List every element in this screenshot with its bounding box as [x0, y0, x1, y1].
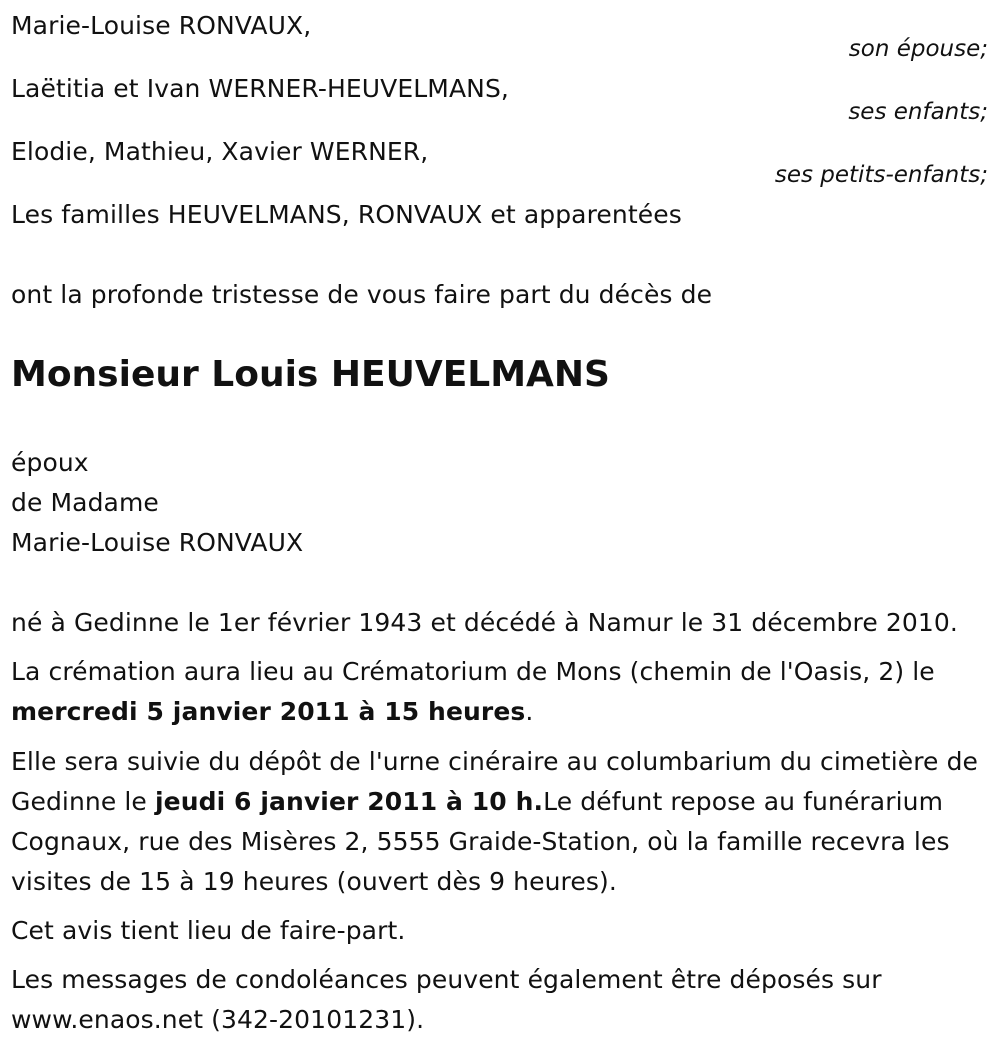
cremation-paragraph — [11, 652, 996, 732]
deceased-name: Monsieur Louis HEUVELMANS — [11, 354, 610, 395]
family-spouse-role: son épouse; — [848, 36, 988, 62]
family-relatives: Les familles HEUVELMANS, RONVAUX et apparentées — [11, 200, 682, 229]
urn-text-before: Elle sera suivie du dépôt de l'urne cinéraire au columbarium du cimetière de Gedinne le — [11, 747, 979, 816]
spouse-line-1: époux — [11, 448, 89, 477]
spouse-line-2: de Madame — [11, 488, 159, 517]
urn-paragraph — [11, 742, 996, 902]
notice-text: Cet avis tient lieu de faire-part. — [11, 916, 406, 945]
urn-text-after: Le défunt repose au funérarium Cognaux, rue des Misères 2, 5555 Graide-Station, où la famille recevra les visites de 15 à 19 heures (ouvert dès 9 heures). — [11, 787, 950, 896]
cremation-end: . — [525, 697, 534, 726]
family-grandchildren-names: Elodie, Mathieu, Xavier WERNER, — [11, 137, 429, 166]
family-children-names: Laëtitia et Ivan WERNER-HEUVELMANS, — [11, 74, 509, 103]
announcement-text: ont la profonde tristesse de vous faire part du décès de — [11, 280, 713, 309]
cremation-date: mercredi 5 janvier 2011 à 15 heures — [11, 697, 526, 726]
family-children-role: ses enfants; — [848, 99, 988, 125]
birth-death-text: né à Gedinne le 1er février 1943 et décédé à Namur le 31 décembre 2010. — [11, 608, 958, 637]
condolences-text: Les messages de condoléances peuvent également être déposés sur www.enaos.net (342-20101231). — [11, 965, 882, 1034]
spouse-line-3: Marie-Louise RONVAUX — [11, 528, 304, 557]
cremation-text: La crémation aura lieu au Crématorium de Mons (chemin de l'Oasis, 2) le — [11, 657, 935, 686]
family-spouse-name: Marie-Louise RONVAUX, — [11, 11, 312, 40]
urn-date: jeudi 6 janvier 2011 à 10 h. — [154, 787, 544, 816]
family-grandchildren-role: ses petits-enfants; — [774, 162, 988, 188]
